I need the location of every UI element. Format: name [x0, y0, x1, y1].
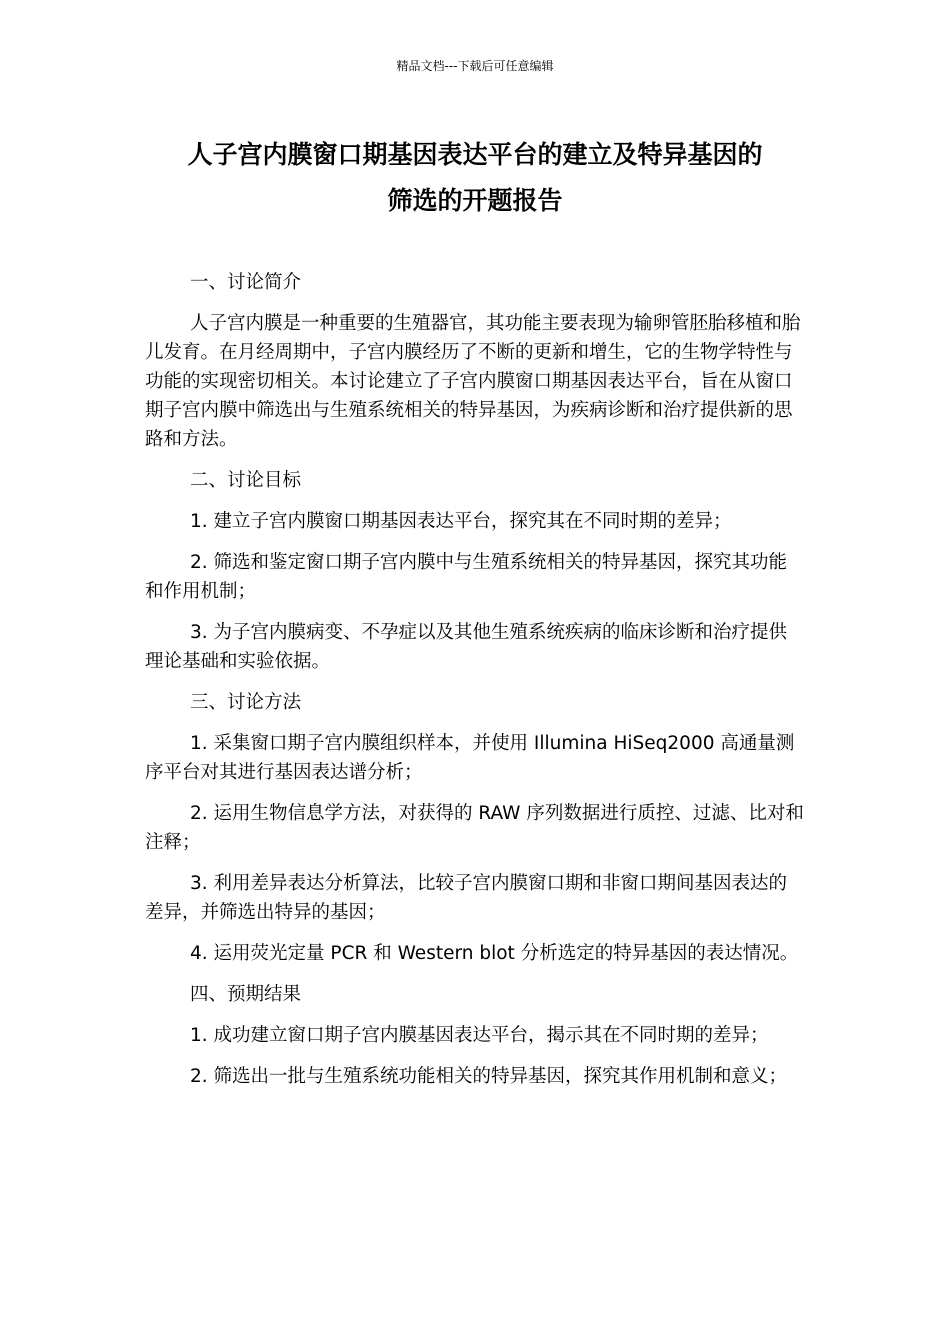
goal-item-2: 2. 筛选和鉴定窗口期子宫内膜中与生殖系统相关的特异基因，探究其功能和作用机制； [145, 552, 788, 602]
method-item-3: 3. 利用差异表达分析算法，比较子宫内膜窗口期和非窗口期间基因表达的差异，并筛选出特异的基因； [145, 873, 788, 923]
result-item-2: 2. 筛选出一批与生殖系统功能相关的特异基因，探究其作用机制和意义； [190, 1066, 788, 1087]
section-heading-intro: 一、讨论简介 [190, 272, 302, 293]
document-body [145, 268, 805, 1103]
method-item-4: 4. 运用荧光定量 PCR 和 Western blot 分析选定的特异基因的表达情况。 [190, 943, 799, 964]
goal-item-3: 3. 为子宫内膜病变、不孕症以及其他生殖系统疾病的临床诊断和治疗提供理论基础和实验依据。 [145, 622, 788, 672]
section-heading-results: 四、预期结果 [190, 984, 302, 1005]
method-item-2: 2. 运用生物信息学方法，对获得的 RAW 序列数据进行质控、过滤、比对和注释； [145, 803, 804, 853]
section-heading-methods: 三、讨论方法 [190, 692, 302, 713]
title-line-2: 筛选的开题报告 [387, 186, 563, 215]
title-line-1: 人子宫内膜窗口期基因表达平台的建立及特异基因的 [187, 140, 763, 169]
result-item-1: 1. 成功建立窗口期子宫内膜基因表达平台，揭示其在不同时期的差异； [190, 1025, 769, 1046]
section-heading-goals: 二、讨论目标 [190, 470, 302, 491]
page-header: 精品文档---下载后可任意编辑 [396, 59, 554, 73]
goal-item-1: 1. 建立子宫内膜窗口期基因表达平台，探究其在不同时期的差异； [190, 511, 732, 532]
method-item-1: 1. 采集窗口期子宫内膜组织样本，并使用 Illumina HiSeq2000 高通量测序平台对其进行基因表达谱分析； [145, 733, 795, 783]
paragraph-intro: 人子宫内膜是一种重要的生殖器官，其功能主要表现为输卵管胚胎移植和胎儿发育。在月经周期中，子宫内膜经历了不断的更新和增生，它的生物学特性与功能的实现密切相关。本讨论建立了子宫内膜窗口期基因表达平台，旨在从窗口期子宫内膜中筛选出与生殖系统相关的特异基因，为疾病诊断和治疗提供新的思路和方法。 [145, 313, 801, 450]
document-title [145, 132, 805, 224]
